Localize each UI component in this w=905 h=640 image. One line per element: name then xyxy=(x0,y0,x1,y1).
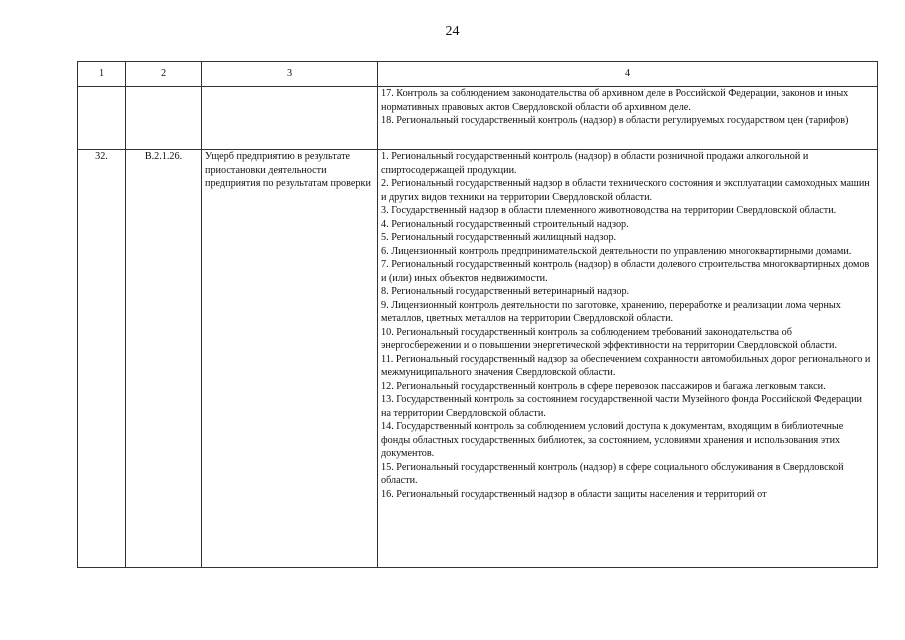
header-col-4: 4 xyxy=(378,62,878,87)
list-item: 16. Региональный государственный надзор в области защиты населения и территорий от xyxy=(381,488,767,500)
cell-number: 32. xyxy=(78,150,126,568)
header-col-3: 3 xyxy=(202,62,378,87)
list-item: 13. Государственный контроль за состоянием государственной части Музейного фонда Российской Федерации на территории Свердловской области. xyxy=(381,394,862,419)
list-item: 15. Региональный государственный контроль (надзор) в сфере социального обслуживания в Свердловской области. xyxy=(381,461,844,486)
table-row-32 xyxy=(78,150,878,568)
page-number: 24 xyxy=(445,24,460,39)
list-item: 11. Региональный государственный надзор за обеспечением сохранности автомобильных дорог регионального и межмуниципального значения Свердловской области. xyxy=(381,353,871,378)
list-item: 18. Региональный государственный контроль (надзор) в области регулируемых государством цен (тарифов) xyxy=(381,115,849,126)
list-item: 4. Региональный государственный строительный надзор. xyxy=(381,218,629,230)
list-item: 8. Региональный государственный ветеринарный надзор. xyxy=(381,286,630,297)
list-item: 9. Лицензионный контроль деятельности по заготовке, хранению, переработке и реализации лома черных металлов, цветных металлов на территории Свердловской области. xyxy=(381,299,841,324)
list-item: 5. Региональный государственный жилищный надзор. xyxy=(381,232,617,243)
list-item: 2. Региональный государственный надзор в области технического состояния и эксплуатации самоходных машин и других видов техники на территории Свердловской области. xyxy=(381,178,870,203)
cell-control-list xyxy=(378,150,878,568)
list-item: 1. Региональный государственный контроль (надзор) в области розничной продажи алкогольной и спиртосодержащей продукции. xyxy=(381,151,809,176)
cell-description xyxy=(202,87,378,150)
list-item: 14. Государственный контроль за соблюдением условий доступа к документам, входящим в библиотечные фонды областных государственных библиотек, за состоянием, условиями хранения и использования этих документов. xyxy=(381,421,844,459)
list-item: 17. Контроль за соблюдением законодательства об архивном деле в Российской Федерации, законов и иных нормативных правовых актов Свердловской области об архивном деле. xyxy=(381,88,849,113)
list-item: 10. Региональный государственный контроль за соблюдением требований законодательства об энергосбережении и о повышении энергетической эффективности на территории Свердловской области. xyxy=(381,326,837,351)
header-col-1: 1 xyxy=(78,62,126,87)
cell-code xyxy=(126,87,202,150)
list-item: 3. Государственный надзор в области племенного животноводства на территории Свердловской области. xyxy=(381,205,837,216)
list-item: 7. Региональный государственный контроль (надзор) в области долевого строительства многоквартирных домов и (или) иных объектов недвижимости. xyxy=(381,259,870,284)
cell-description: Ущерб предприятию в результате приостановки деятельности предприятия по результатам проверки xyxy=(202,150,378,568)
document-table xyxy=(77,61,878,568)
list-item: 12. Региональный государственный контроль в сфере перевозок пассажиров и багажа легковым такси. xyxy=(381,380,826,392)
header-col-2: 2 xyxy=(126,62,202,87)
cell-code: В.2.1.26. xyxy=(126,150,202,568)
cell-control-list xyxy=(378,87,878,150)
table-row-continuation xyxy=(78,87,878,150)
cell-number xyxy=(78,87,126,150)
list-item: 6. Лицензионный контроль предпринимательской деятельности по управлению многоквартирными домами. xyxy=(381,245,852,257)
table-header-row xyxy=(78,62,878,87)
